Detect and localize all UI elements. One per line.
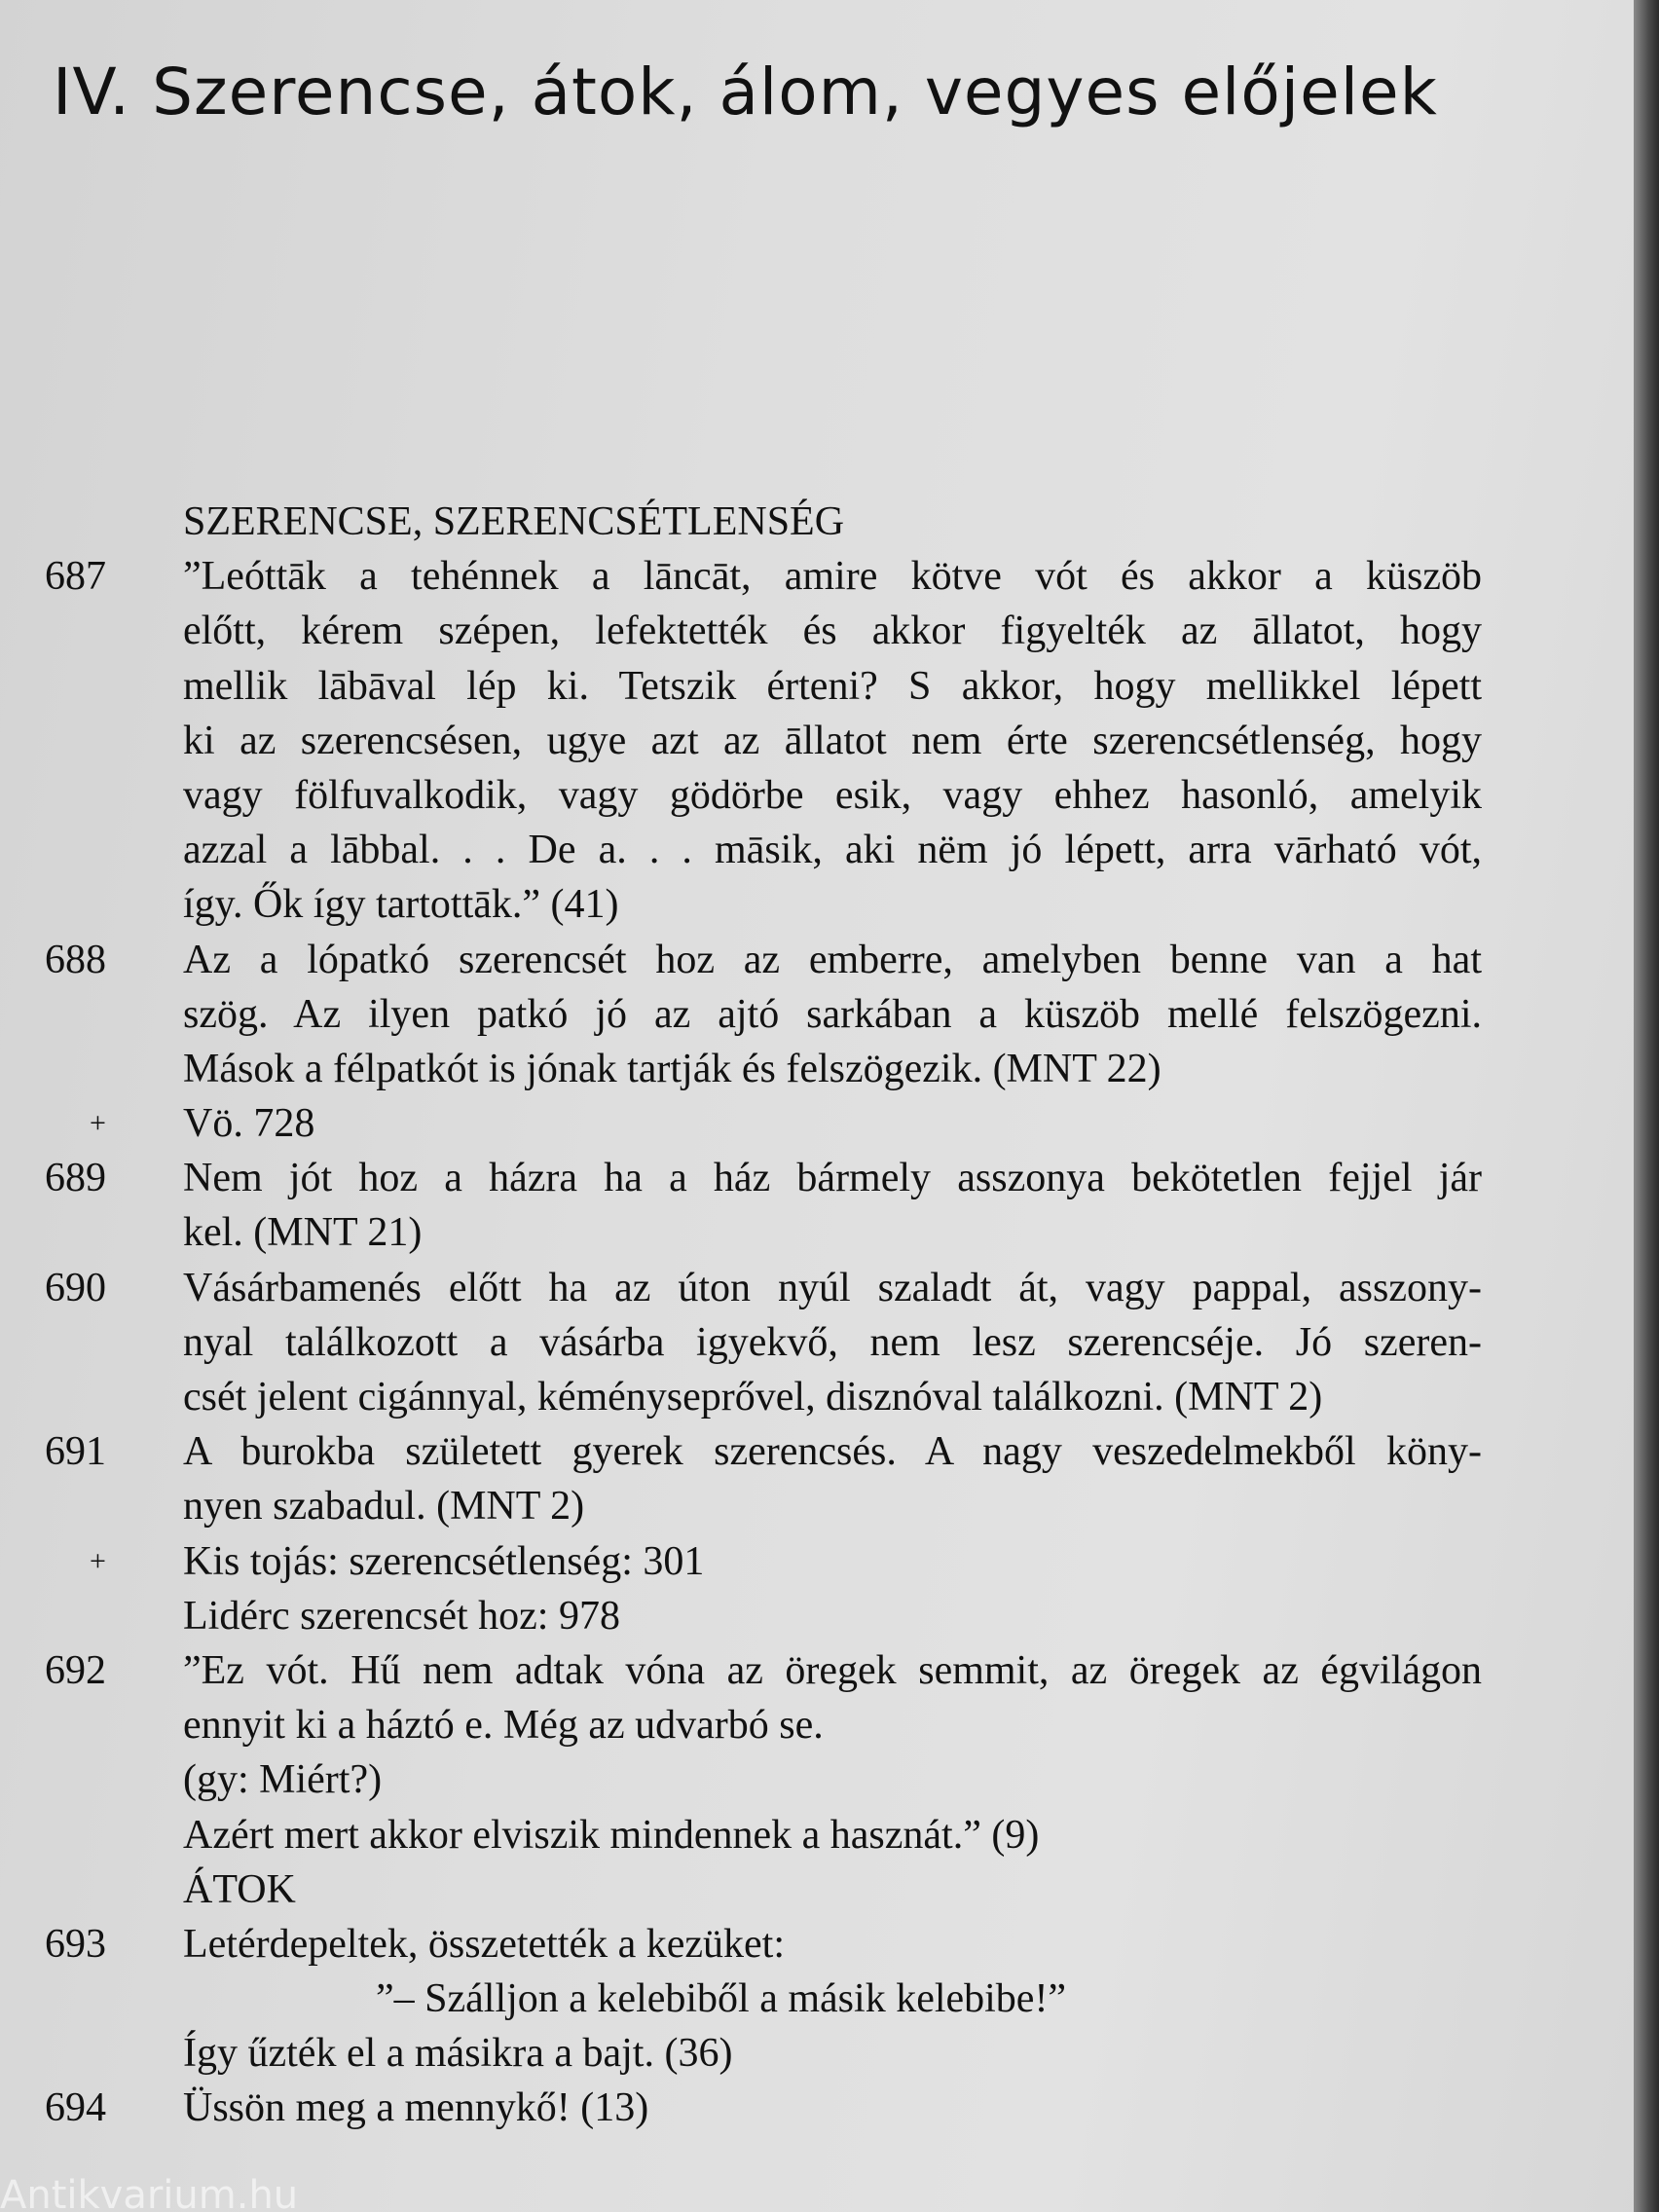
- entry-text-line: Letérdepeltek, összetették a kezüket:: [183, 1921, 786, 1967]
- entry-691-line: [0, 1424, 1519, 1479]
- page-edge: [1634, 0, 1659, 2212]
- cross-reference-marker: +: [90, 1544, 106, 1577]
- entry-text-line: A burokba született gyerek szerencsés. A nagy veszedelmekből köny-: [183, 1429, 1482, 1475]
- entry-691-line: [0, 1479, 1519, 1533]
- entry-687-line: [0, 823, 1519, 877]
- entry-694-line: [0, 2081, 1519, 2135]
- entry-690-line: [0, 1370, 1519, 1424]
- entry-text-line: (gy: Miért?): [183, 1757, 383, 1803]
- entry-693-line: [0, 1917, 1519, 1972]
- entry-687-line: [0, 877, 1519, 932]
- text-block: [0, 495, 1519, 2136]
- entry-692-line: [0, 1698, 1519, 1752]
- entry-number: 690: [45, 1265, 106, 1310]
- entry-689-line: [0, 1205, 1519, 1260]
- entry-text-line: Az a lópatkó szerencsét hoz az emberre, amelyben benne van a hat: [183, 937, 1482, 982]
- entry-text-line: mellik lābāval lép ki. Tetszik érteni? S akkor, hogy mellikkel lépett: [183, 663, 1482, 709]
- entry-690-line: [0, 1315, 1519, 1370]
- entry-693-line: [0, 2026, 1519, 2081]
- section-heading: [0, 1862, 1519, 1917]
- entry-693-line: [0, 1972, 1519, 2026]
- entry-690-line: [0, 1261, 1519, 1315]
- cross-reference-line: [0, 1096, 1519, 1151]
- cross-reference-line: [0, 1589, 1519, 1643]
- cross-reference-text: Vö. 728: [183, 1101, 315, 1147]
- entry-689-line: [0, 1151, 1519, 1205]
- entry-688-line: [0, 987, 1519, 1042]
- entry-688-line: [0, 1042, 1519, 1096]
- cross-reference-text: Kis tojás: szerencsétlenség: 301: [183, 1538, 705, 1584]
- entry-text-line: ”Leóttāk a tehénnek a lāncāt, amire kötve vót és akkor a küszöb: [183, 554, 1482, 600]
- entry-text-line: így. Ők így tartottāk.” (41): [183, 882, 619, 928]
- entry-text-line: előtt, kérem szépen, lefektették és akkor figyelték az āllatot, hogy: [183, 608, 1482, 654]
- entry-692-line: [0, 1808, 1519, 1862]
- entry-number: 691: [45, 1429, 106, 1475]
- entry-text-line: nyen szabadul. (MNT 2): [183, 1484, 585, 1530]
- cross-reference-text: Lidérc szerencsét hoz: 978: [183, 1593, 620, 1639]
- entry-text-line: nyal találkozott a vásárba igyekvő, nem lesz szerencséje. Jó szeren-: [183, 1319, 1482, 1365]
- entry-number: 693: [45, 1921, 106, 1967]
- entry-text-line: vagy fölfuvalkodik, vagy gödörbe esik, vagy ehhez hasonló, amelyik: [183, 772, 1482, 818]
- entry-text-line: szög. Az ilyen patkó jó az ajtó sarkában a küszöb mellé felszögezni.: [183, 991, 1482, 1037]
- entry-text-line: csét jelent cigánnyal, kéményseprővel, disznóval találkozni. (MNT 2): [183, 1375, 1323, 1419]
- entry-number: 688: [45, 937, 106, 982]
- entry-text-line: Nem jót hoz a házra ha a ház bármely asszonya bekötetlen fejjel jár: [183, 1156, 1482, 1201]
- entry-text-line: Vásárbamenés előtt ha az úton nyúl szaladt át, vagy pappal, asszony-: [183, 1265, 1482, 1310]
- entry-687-line: [0, 659, 1519, 714]
- entry-688-line: [0, 933, 1519, 987]
- entry-text-line: kel. (MNT 21): [183, 1210, 423, 1256]
- entry-text-line: azzal a lābbal. . . De a. . . māsik, aki nëm jó lépett, arra vārható vót,: [183, 828, 1482, 873]
- entry-text-line: ”Ez vót. Hű nem adtak vóna az öregek semmit, az öregek az égvilágon: [183, 1647, 1482, 1693]
- entry-687-line: [0, 768, 1519, 823]
- entry-text-line: Azért mert akkor elviszik mindennek a hasznát.” (9): [183, 1812, 1040, 1858]
- watermark: Antikvarium.hu: [0, 2173, 299, 2212]
- entry-number: 692: [45, 1647, 106, 1693]
- cross-reference-line: [0, 1534, 1519, 1589]
- entry-number: 694: [45, 2085, 106, 2131]
- entry-number: 689: [45, 1156, 106, 1201]
- entry-692-line: [0, 1643, 1519, 1698]
- entry-687-line: [0, 549, 1519, 604]
- entry-687-line: [0, 714, 1519, 768]
- entry-687-line: [0, 604, 1519, 658]
- entry-text-line: Mások a félpatkót is jónak tartják és felszögezik. (MNT 22): [183, 1046, 1161, 1091]
- entry-text-line: ennyit ki a háztó e. Még az udvarbó se.: [183, 1703, 824, 1749]
- entry-692-line: [0, 1752, 1519, 1807]
- entry-text-line: Üssön meg a mennykő! (13): [183, 2085, 649, 2131]
- cross-reference-marker: +: [90, 1107, 106, 1140]
- entry-quote-line: ”– Szálljon a kelebiből a másik kelebibe!”: [376, 1976, 1067, 2022]
- section-heading-text: ÁTOK: [183, 1866, 296, 1912]
- chapter-title: IV. Szerencse, átok, álom, vegyes előjelek: [53, 55, 1438, 129]
- section-heading: [0, 495, 1519, 549]
- entry-text-line: Így űzték el a másikra a bajt. (36): [183, 2031, 733, 2077]
- entry-number: 687: [45, 554, 106, 600]
- section-heading-text: SZERENCSE, SZERENCSÉTLENSÉG: [183, 499, 845, 544]
- entry-text-line: ki az szerencsésen, ugye azt az āllatot nem érte szerencsétlenség, hogy: [183, 718, 1482, 763]
